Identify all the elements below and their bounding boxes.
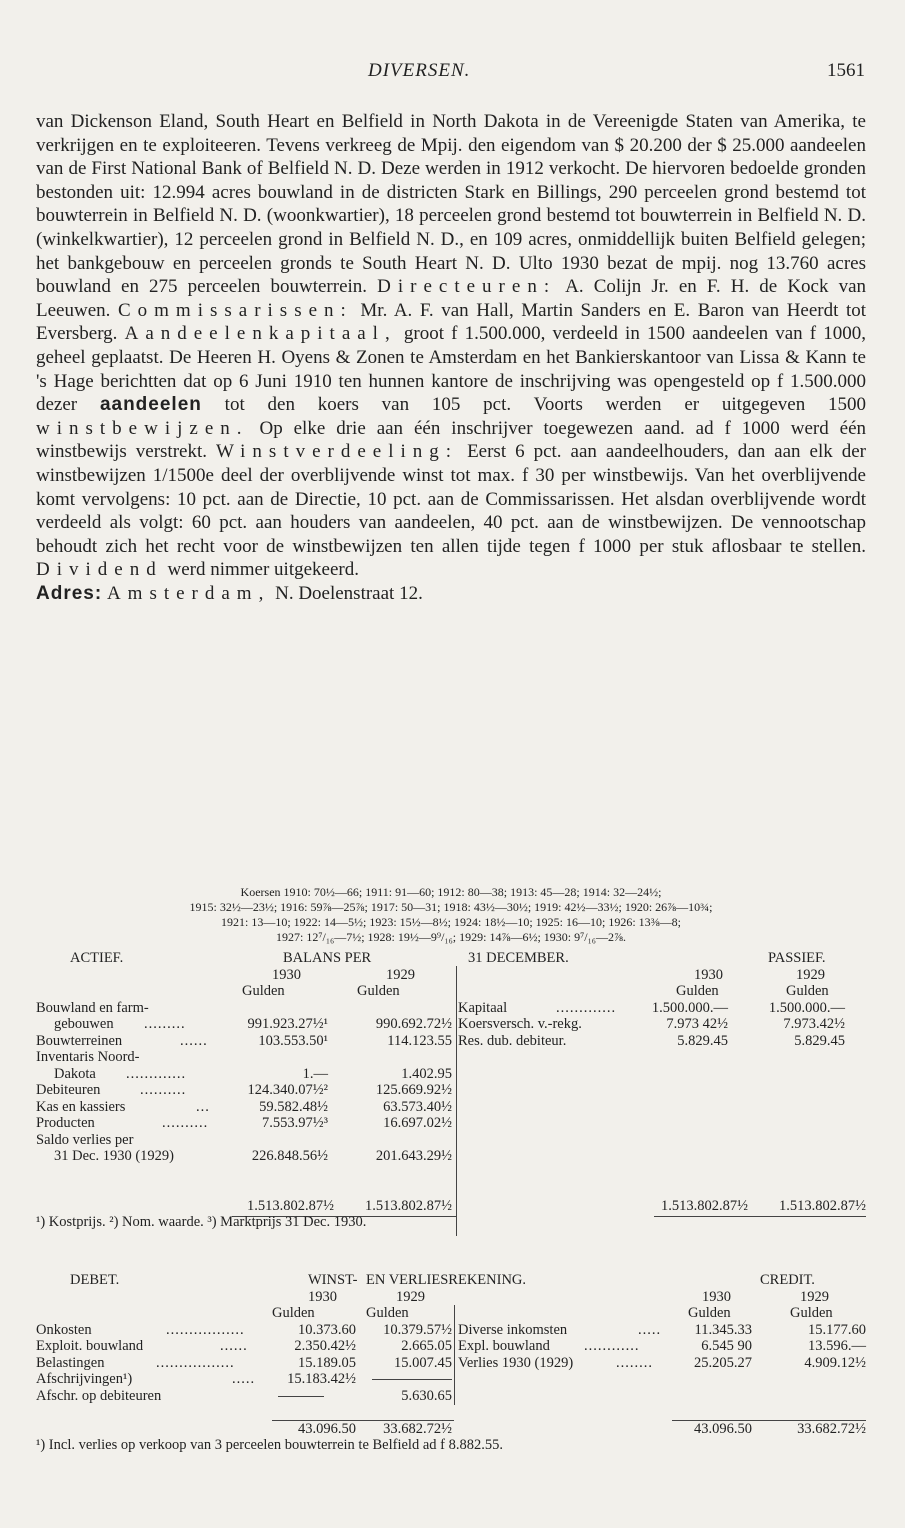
unit-label: Gulden — [366, 1305, 409, 1321]
unit-label: Gulden — [357, 983, 400, 999]
total-1930: 43.096.50 — [694, 1420, 752, 1437]
table-row — [36, 1016, 866, 1033]
table-row — [36, 1355, 866, 1372]
row-label: 31 Dec. 1930 (1929) — [54, 1148, 175, 1164]
spacer-row — [36, 1181, 866, 1198]
table-row — [36, 1000, 866, 1017]
total-1930: 43.096.50 — [298, 1420, 356, 1437]
table-row — [36, 1132, 866, 1149]
footnote: ¹) Incl. verlies op verkoop van 3 perceelen bouwterrein te Belfield ad f 8.882.55. — [36, 1437, 503, 1453]
leader-dots: ......... — [144, 1016, 186, 1032]
actief-heading: ACTIEF. — [70, 950, 124, 966]
passief-heading: PASSIEF. — [768, 950, 826, 966]
table-row — [36, 1049, 866, 1066]
value-1929: 4.909.12½ — [804, 1354, 866, 1371]
dividend-label: Dividend — [36, 559, 163, 581]
value-1930: 59.582.48½ — [259, 1098, 328, 1115]
leader-dots: ..... — [638, 1321, 662, 1338]
winstverdeeling-text: Eerst 6 pct. aan aandeelhouders, dan aan elk der winstbewijzen 1/1500e deel der overblijvende winst tot max. f 30 per winstbewijs. Van het overblijvende komt vervolgens: 10 pct. aan de Directie, 10 pct. aan de Commissarissen. Het alsdan overblijvende wordt verdeeld als volgt: 60 pct. aan houders van aandeelen, 40 pct. aan de winstbewijzen. De vennootschap behoudt zich het recht voor de winstbewijzen ten allen tijde tegen f 1000 per stuk aflosbaar te stellen. — [36, 441, 866, 557]
winst-heading-2: EN VERLIESREKENING. — [366, 1272, 527, 1288]
balans-heading: BALANS PER — [283, 950, 372, 966]
value-1930: 2.350.42½ — [294, 1338, 356, 1354]
directeuren-text: A. Colijn Jr. en F. H. de Kock van Leeuwen. — [36, 276, 867, 321]
value-1930: 25.205.27 — [694, 1354, 752, 1371]
commissarissen-text: Mr. A. F. van Hall, Martin Sanders en E. Baron van Heerdt tot Eversberg. — [36, 299, 867, 345]
row-label: Debiteuren — [36, 1082, 101, 1098]
table-row — [36, 1322, 866, 1339]
year-1930: 1930 — [694, 966, 723, 983]
spacer-row — [36, 1404, 866, 1421]
total-1930: 1.513.802.87½ — [661, 1197, 748, 1214]
paragraph-intro: van Dickenson Eland, South Heart en Belfield in North Dakota in de Vereenigde Staten van Amerika, te verkrijgen en te exploiteeren. Tevens verkreeg de Mpij. den eigendom van $ 20.200 der $ 25.000 aandeelen van de First National Bank of Belfield N. D. Deze werden in 1912 verkocht. De hiervoren bedoelde gronden bestonden uit: 12.994 acres bouwland in de districten Stark en Billings, 290 perceelen grond bestemd tot bouwterrein in Belfield N. D. (woonkwartier), 18 perceelen grond bestemd tot bouwterrein in Belfield N. D. (winkelkwartier), 12 perceelen grond in Belfield N. D., en 109 acres, onmiddellijk buiten Belfield gelegen; het bankgebouw en perceelen gronds te South Heart N. D. Ulto 1930 bezat de mpij. nog 13.760 acres bouwland en 275 perceelen bouwterrein. — [36, 111, 866, 298]
row-label: Producten — [36, 1115, 95, 1131]
koersen-block — [36, 885, 866, 945]
company-description — [36, 110, 866, 582]
value-1929: 16.697.02½ — [383, 1115, 452, 1131]
year-1930: 1930 — [272, 966, 301, 983]
table-row — [36, 1371, 866, 1388]
total-row — [36, 1198, 866, 1215]
row-label: Belastingen — [36, 1354, 105, 1371]
table-row — [36, 1115, 866, 1132]
row-label: Onkosten — [36, 1321, 92, 1338]
row-label: Bouwterreinen — [36, 1032, 123, 1049]
leader-dots: ........ — [616, 1354, 653, 1371]
table-row — [36, 1033, 866, 1050]
total-1930: 1.513.802.87½ — [247, 1197, 334, 1214]
row-label: Bouwland en farm- — [36, 999, 149, 1016]
row-label: Res. dub. debiteur. — [458, 1032, 567, 1049]
kapitaal-text-2: tot den koers van 105 pct. Voorts werden er uitgegeven 1500 — [224, 394, 867, 416]
pl-heading-row — [36, 1272, 866, 1289]
table-row — [36, 1148, 866, 1165]
winstbewijzen-word: winstbewijzen. — [36, 417, 249, 439]
value-1930: 15.183.42½ — [287, 1371, 356, 1387]
value-1929: 201.643.29½ — [375, 1148, 452, 1164]
leader-dots: ... — [196, 1098, 210, 1115]
page-header — [0, 60, 905, 90]
leader-dots: ............. — [126, 1065, 187, 1082]
row-label: Inventaris Noord- — [36, 1049, 140, 1065]
value-1929: 2.665.05 — [401, 1338, 452, 1354]
table-row — [36, 1388, 866, 1405]
value-1930: 7.973 42½ — [666, 1016, 728, 1032]
value-1929: 5.630.65 — [401, 1387, 452, 1404]
leader-dots: .......... — [162, 1115, 209, 1131]
value-1929: 13.596.— — [808, 1338, 866, 1354]
dividend-text: werd nimmer uitgekeerd. — [167, 559, 359, 581]
koersen-line: Koersen 1910: 70½—66; 1911: 91—60; 1912: 80—38; 1913: 45—28; 1914: 32—24½; — [240, 885, 662, 899]
balans-heading-date: 31 DECEMBER. — [468, 950, 569, 966]
value-1930: 7.553.97½³ — [262, 1115, 328, 1131]
adres-line — [36, 582, 866, 606]
unit-label: Gulden — [786, 983, 829, 999]
dash-rule — [372, 1379, 452, 1380]
balance-unit-row — [36, 983, 866, 1000]
kapitaal-label: Aandeelenkapitaal, — [124, 323, 397, 345]
value-1929: 7.973.42½ — [783, 1016, 845, 1032]
page-number: 1561 — [827, 60, 865, 81]
value-1930: 226.848.56½ — [251, 1148, 328, 1164]
leader-dots: .......... — [140, 1082, 187, 1098]
balance-heading-row — [36, 950, 866, 967]
year-1930: 1930 — [308, 1288, 337, 1305]
adres-city: Amsterdam, — [106, 582, 271, 604]
koersen-line: 1921: 13—10; 1922: 14—5½; 1923: 15½—8½; 1924: 18½—10; 1925: 16—10; 1926: 13⅜—8; — [220, 915, 681, 929]
adres-label: Adres: — [36, 582, 103, 604]
value-1930: 991.923.27½¹ — [247, 1016, 328, 1032]
value-1929: 63.573.40½ — [383, 1098, 452, 1115]
debet-heading: DEBET. — [70, 1272, 120, 1288]
credit-heading: CREDIT. — [760, 1272, 815, 1288]
row-label: Saldo verlies per — [36, 1131, 134, 1148]
winst-heading: WINST- — [308, 1272, 358, 1288]
directeuren-label: Directeuren: — [377, 276, 557, 298]
value-1929: 10.379.57½ — [383, 1321, 452, 1338]
value-1930: 11.345.33 — [694, 1321, 752, 1338]
year-1929: 1929 — [800, 1288, 829, 1305]
table-row — [36, 1338, 866, 1355]
table-row — [36, 1082, 866, 1099]
unit-label: Gulden — [688, 1305, 731, 1321]
table-row — [36, 1099, 866, 1116]
profit-loss-account — [36, 1272, 866, 1454]
koersen-line: 1927: 12⁷/₁₆—7½; 1928: 19½—9⁹/₁₆; 1929: 14⅞—6½; 1930: 9⁷/₁₆—2⅞. — [276, 930, 626, 944]
balance-year-row — [36, 967, 866, 984]
koersen-line: 1915: 32½—23½; 1916: 59⅞—25⅞; 1917: 50—31; 1918: 43½—30½; 1919: 42½—33½; 1920: 26⅞—10¾; — [189, 900, 713, 914]
row-label: Verlies 1930 (1929) — [458, 1354, 574, 1371]
value-1930: 103.553.50¹ — [258, 1032, 328, 1049]
row-label: Dakota — [54, 1065, 96, 1082]
leader-dots: ...... — [180, 1032, 208, 1049]
leader-dots: ............ — [584, 1338, 640, 1354]
year-1930: 1930 — [702, 1288, 731, 1305]
unit-label: Gulden — [676, 983, 719, 999]
row-label: Afschrijvingen¹) — [36, 1371, 133, 1387]
adres-street: N. Doelenstraat 12. — [275, 582, 423, 604]
value-1930: 5.829.45 — [677, 1032, 728, 1049]
leader-dots: ..... — [232, 1371, 256, 1387]
pl-year-row — [36, 1289, 866, 1306]
leader-dots: ...... — [220, 1338, 248, 1354]
row-label: Diverse inkomsten — [458, 1321, 568, 1338]
commissarissen-label: Commissarissen: — [117, 299, 353, 321]
value-1929: 15.177.60 — [808, 1321, 866, 1338]
total-1929: 1.513.802.87½ — [365, 1197, 452, 1214]
row-label: Kas en kassiers — [36, 1098, 126, 1115]
year-1929: 1929 — [796, 966, 825, 983]
value-1929: 125.669.92½ — [375, 1082, 452, 1098]
kapitaal-text-3: Op elke drie aan één inschrijver toegewezen aand. ad f 1000 werd één winstbewijs verstrekt. — [36, 417, 867, 463]
aandeelen-word: aandeelen — [99, 394, 202, 416]
table-row — [36, 1066, 866, 1083]
row-label: Exploit. bouwland — [36, 1338, 144, 1354]
value-1929: 1.402.95 — [401, 1065, 452, 1082]
kapitaal-text: groot f 1.500.000, verdeeld in 1500 aandeelen van f 1000, geheel geplaatst. De Heeren H. Oyens & Zonen te Amsterdam en het Bankierskantoor van Lissa & Kann te 's Hage berichtten dat op 6 Juni 1910 ten hunnen kantore de inschrijving was opengesteld op f 1.500.000 dezer — [36, 323, 867, 416]
spacer-row — [36, 1165, 866, 1182]
unit-label: Gulden — [272, 1305, 315, 1321]
value-1930: 124.340.07½² — [247, 1082, 328, 1098]
balance-sheet — [36, 950, 866, 1231]
value-1929: 15.007.45 — [394, 1354, 452, 1371]
row-label: Afschr. op debiteuren — [36, 1387, 162, 1404]
total-1929: 1.513.802.87½ — [779, 1197, 866, 1214]
row-label: Koersversch. v.-rekg. — [458, 1016, 582, 1032]
winstverdeeling-label: Winstverdeeling: — [215, 441, 459, 463]
total-row — [36, 1421, 866, 1438]
running-title: DIVERSEN. — [368, 60, 471, 81]
value-1929: 990.692.72½ — [375, 1016, 452, 1032]
total-1929: 33.682.72½ — [797, 1420, 866, 1437]
pl-unit-row — [36, 1305, 866, 1322]
value-1929: 5.829.45 — [794, 1032, 845, 1049]
value-1930: 1.— — [302, 1065, 328, 1082]
row-label: gebouwen — [54, 1016, 114, 1032]
value-1930: 15.189.05 — [298, 1354, 356, 1371]
year-1929: 1929 — [396, 1288, 425, 1305]
value-1929: 114.123.55 — [387, 1032, 452, 1049]
year-1929: 1929 — [386, 966, 415, 983]
row-label: Kapitaal — [458, 999, 508, 1016]
footnote-row — [36, 1437, 866, 1454]
leader-dots: ............. — [556, 999, 617, 1016]
footnote-row — [36, 1214, 866, 1231]
dash-rule — [278, 1396, 324, 1397]
leader-dots: ................. — [156, 1354, 235, 1371]
leader-dots: ................. — [166, 1321, 245, 1338]
row-label: Expl. bouwland — [458, 1338, 550, 1354]
value-1930: 10.373.60 — [298, 1321, 356, 1338]
footnotes: ¹) Kostprijs. ²) Nom. waarde. ³) Marktprijs 31 Dec. 1930. — [36, 1214, 367, 1230]
body-text — [36, 110, 866, 605]
unit-label: Gulden — [242, 983, 285, 999]
total-1929: 33.682.72½ — [383, 1420, 452, 1437]
unit-label: Gulden — [790, 1305, 833, 1321]
value-1930: 6.545 90 — [701, 1338, 752, 1354]
value-1930: 1.500.000.— — [651, 999, 728, 1016]
value-1929: 1.500.000.— — [768, 999, 845, 1016]
